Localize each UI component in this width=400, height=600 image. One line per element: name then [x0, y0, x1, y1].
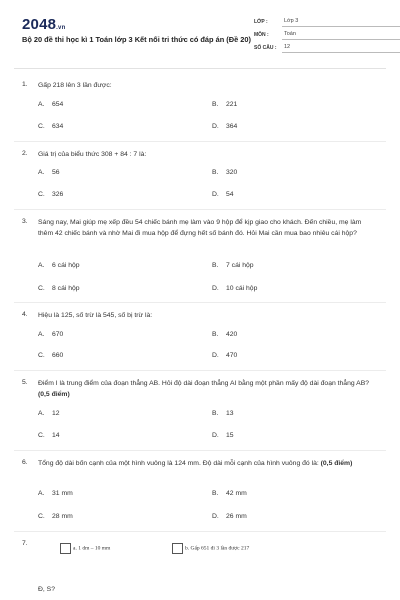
question-text: Gấp 218 lên 3 lần được:: [38, 82, 112, 89]
option-a[interactable]: A. 6 cái hộp: [38, 262, 80, 269]
true-false-prompt: Đ, S?: [38, 586, 55, 593]
option-c[interactable]: C. 660: [38, 352, 64, 359]
question-number: 1.: [22, 81, 28, 88]
option-b[interactable]: B. 13: [212, 410, 234, 417]
option-b[interactable]: B. 420: [212, 331, 238, 338]
option-d[interactable]: D. 26 mm: [212, 513, 247, 520]
answer-checkbox[interactable]: [60, 543, 71, 554]
worksheet-meta: [254, 16, 400, 55]
option-b[interactable]: B. 320: [212, 169, 238, 176]
true-false-item-a: a. 1 dm – 10 mm: [60, 543, 110, 554]
question-divider: [14, 450, 386, 451]
option-c[interactable]: C. 326: [38, 191, 64, 198]
option-b[interactable]: B. 7 cái hộp: [212, 262, 254, 269]
option-d[interactable]: D. 470: [212, 352, 238, 359]
true-false-item-b: b. Gấp 651 đi 3 lần được 217: [172, 543, 249, 554]
subject-value: Toán: [282, 30, 400, 40]
question-text: Sáng nay, Mai giúp mẹ xếp đều 54 chiếc bánh mẹ làm vào 9 hộp để kịp giao cho khách. Đến chiều, mẹ làm thêm 42 chiếc bánh và nhờ Mai đi mua hộp để đựng hết số bánh đó. Hỏi Mai cần mua bao nhiêu cái hộp?: [38, 219, 362, 237]
option-d[interactable]: D. 15: [212, 432, 234, 439]
site-logo[interactable]: 2048.vn: [22, 16, 66, 33]
option-c[interactable]: C. 8 cái hộp: [38, 285, 80, 292]
option-a[interactable]: A. 12: [38, 410, 60, 417]
question-number: 3.: [22, 218, 28, 225]
count-label: SỐ CÂU :: [254, 45, 277, 51]
question-number: 2.: [22, 150, 28, 157]
meta-count-row: [254, 42, 400, 55]
question-divider: [14, 141, 386, 142]
option-d[interactable]: D. 10 cái hộp: [212, 285, 258, 292]
meta-subject-row: [254, 29, 400, 42]
question-divider: [14, 370, 386, 371]
option-b[interactable]: B. 221: [212, 101, 238, 108]
question-divider: [14, 302, 386, 303]
question-divider: [14, 209, 386, 210]
answer-checkbox[interactable]: [172, 543, 183, 554]
worksheet-title: Bộ 20 đề thi học kì 1 Toán lớp 3 Kết nối tri thức có đáp án (Đề 20): [22, 35, 251, 44]
question-text: Giá trị của biểu thức 308 + 84 : 7 là:: [38, 151, 147, 158]
option-b[interactable]: B. 42 mm: [212, 490, 247, 497]
option-a[interactable]: A. 654: [38, 101, 64, 108]
option-a[interactable]: A. 31 mm: [38, 490, 73, 497]
option-c[interactable]: C. 634: [38, 123, 64, 130]
question-number: 6.: [22, 459, 28, 466]
question-number: 4.: [22, 311, 28, 318]
meta-class-row: [254, 16, 400, 29]
question-text: Tổng độ dài bốn cạnh của một hình vuông là 124 mm. Độ dài mỗi cạnh của hình vuông đó là: (0,5 điểm): [38, 460, 353, 467]
option-c[interactable]: C. 14: [38, 432, 60, 439]
points-label: (0,5 điểm): [38, 390, 70, 398]
option-d[interactable]: D. 364: [212, 123, 238, 130]
question-number: 5.: [22, 379, 28, 386]
option-d[interactable]: D. 54: [212, 191, 234, 198]
header-divider: [14, 68, 386, 69]
class-value: Lớp 3: [282, 17, 400, 27]
subject-label: MÔN :: [254, 32, 269, 38]
question-divider: [14, 531, 386, 532]
option-a[interactable]: A. 670: [38, 331, 64, 338]
points-label: (0,5 điểm): [320, 460, 353, 467]
class-label: LỚP :: [254, 19, 268, 25]
worksheet-header: [22, 16, 378, 66]
option-a[interactable]: A. 56: [38, 169, 60, 176]
count-value: 12: [282, 43, 400, 53]
question-number: 7.: [22, 540, 28, 547]
question-text: Hiệu là 125, số trừ là 545, số bị trừ là:: [38, 312, 153, 319]
question-text: Điểm I là trung điểm của đoạn thẳng AB. Hỏi độ dài đoạn thẳng AI bằng một phần mấy độ dài đoạn thẳng AB? (0,5 điểm): [38, 380, 370, 398]
option-c[interactable]: C. 28 mm: [38, 513, 73, 520]
